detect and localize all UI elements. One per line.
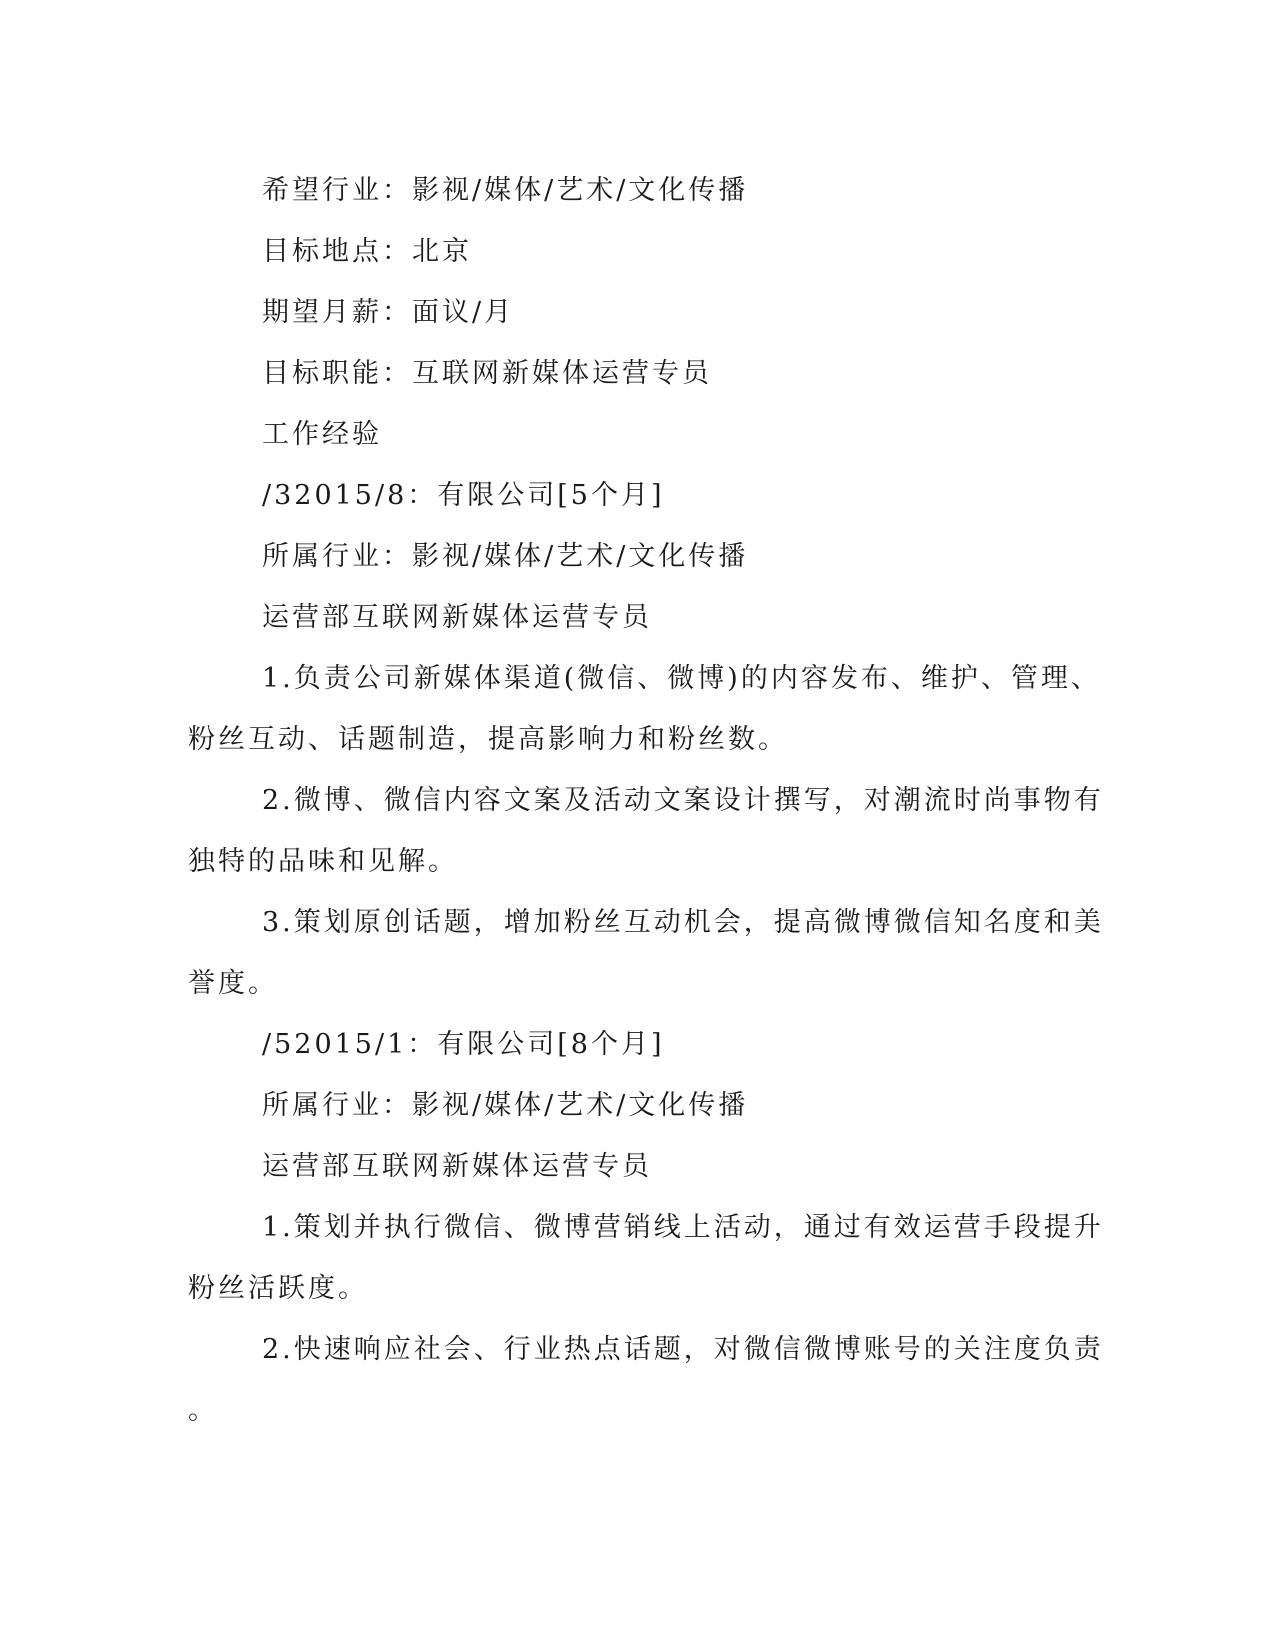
job-1-duty-2-line-a: 2.微博、微信内容文案及活动文案设计撰写，对潮流时尚事物有 bbox=[262, 785, 1104, 816]
job-1-duty-2-line-b: 独特的品味和见解。 bbox=[188, 846, 458, 877]
job-2-duty-2-line-a: 2.快速响应社会、行业热点话题，对微信微博账号的关注度负责 bbox=[262, 1334, 1104, 1365]
job-1-duty-3-line-b: 誉度。 bbox=[188, 968, 278, 999]
expected-salary-line: 期望月薪：面议/月 bbox=[262, 297, 515, 328]
job-1-title-line: 运营部互联网新媒体运营专员 bbox=[262, 602, 652, 633]
job-2-duty-1-line-a: 1.策划并执行微信、微博营销线上活动，通过有效运营手段提升 bbox=[262, 1212, 1104, 1243]
job-1-duty-1-line-b: 粉丝互动、话题制造，提高影响力和粉丝数。 bbox=[188, 724, 788, 755]
job-2-duty-1-line-b: 粉丝活跃度。 bbox=[188, 1273, 368, 1304]
work-experience-heading: 工作经验 bbox=[262, 419, 382, 450]
resume-body bbox=[188, 160, 1104, 1441]
target-function-line: 目标职能：互联网新媒体运营专员 bbox=[262, 358, 712, 389]
job-2-title-line: 运营部互联网新媒体运营专员 bbox=[262, 1151, 652, 1182]
job-2-duty-2-line-b: 。 bbox=[188, 1395, 218, 1426]
job-1-duty-1-line-a: 1.负责公司新媒体渠道(微信、微博)的内容发布、维护、管理、 bbox=[262, 663, 1101, 694]
job-2-period-line: /52015/1：有限公司[8个月] bbox=[262, 1029, 665, 1060]
job-1-duty-3-line-a: 3.策划原创话题，增加粉丝互动机会，提高微博微信知名度和美 bbox=[262, 907, 1104, 938]
desired-industry-line: 希望行业：影视/媒体/艺术/文化传播 bbox=[262, 175, 749, 206]
job-2-industry-line: 所属行业：影视/媒体/艺术/文化传播 bbox=[262, 1090, 749, 1121]
target-location-line: 目标地点：北京 bbox=[262, 236, 472, 267]
job-1-period-line: /32015/8：有限公司[5个月] bbox=[262, 480, 665, 511]
job-1-industry-line: 所属行业：影视/媒体/艺术/文化传播 bbox=[262, 541, 749, 572]
